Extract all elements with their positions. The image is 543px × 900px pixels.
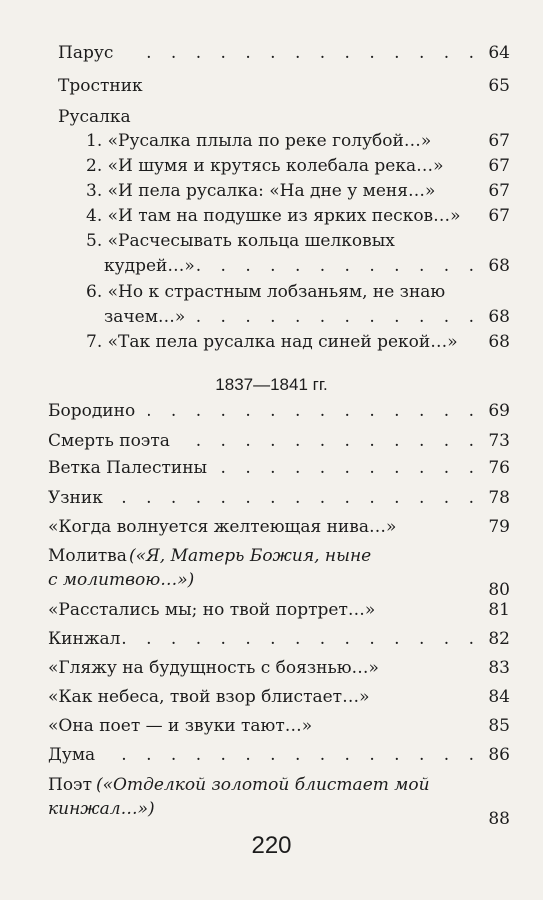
leader-dots [134,40,481,66]
page-ref: 85 [488,716,510,736]
toc-entry: зачем…» . . . 68 [0,304,543,330]
toc-entry: 1. «Русалка плыла по реке голубой…» 67 [0,128,543,154]
page-ref: 68 [488,307,510,327]
page-ref: 78 [488,488,510,508]
page-ref: 67 [488,131,510,151]
toc-entry: 6. «Но к страстным лобзаньям, не знаю [86,282,446,302]
toc-entry: «Расстались мы; но твой портрет…» 81 [0,597,543,623]
page-ref: 82 [488,629,510,649]
toc-entry: Кинжал . . . 82 [0,626,543,652]
page-ref: 67 [488,181,510,201]
page-ref: 68 [488,256,510,276]
page-ref: 81 [488,600,510,620]
page-ref: 83 [488,658,510,678]
toc-entry: Дума . . . 86 [0,742,543,768]
section-heading: 1837—1841 гг. [215,375,328,394]
leader-dots [108,742,481,768]
page-ref: 80 [488,580,510,600]
toc-entry: Молитва («Я, Матерь Божия, ныне [48,546,372,566]
toc-entry: Тростник 65 [0,73,543,99]
toc-entry: Ветка Палестины . . . 76 [0,455,543,481]
leader-dots [122,626,481,652]
toc-entry: Русалка [58,107,131,127]
toc-entry: 5. «Расчесывать кольца шелковых [86,231,395,251]
page-ref: 76 [488,458,510,478]
toc-entry: с молитвою…») 80 [0,567,543,593]
toc-entry: Парус . . . 64 [0,40,543,66]
toc-entry: «Как небеса, твой взор блистает…» 84 [0,684,543,710]
page-ref: 65 [488,76,510,96]
leader-dots [190,253,481,279]
page-ref: 84 [488,687,510,707]
page-ref: 88 [488,809,510,829]
toc-entry: 2. «И шумя и крутясь колебала река…» 67 [0,153,543,179]
leader-dots [120,485,481,511]
page-ref: 73 [488,431,510,451]
page-ref: 86 [488,745,510,765]
leader-dots [148,398,481,424]
toc-entry: 3. «И пела русалка: «На дне у меня…» 67 [0,178,543,204]
toc-entry: Узник . . . 78 [0,485,543,511]
leader-dots [180,304,481,330]
leader-dots [192,428,481,454]
toc-entry: Бородино . . . 69 [0,398,543,424]
toc-entry: «Гляжу на будущность с боязнью…» 83 [0,655,543,681]
page-ref: 67 [488,156,510,176]
toc-entry: Поэт («Отделкой золотой блистает мой [48,775,430,795]
page-ref: 69 [488,401,510,421]
toc-entry: кинжал…») 88 [0,796,543,822]
toc-entry: «Она поет — и звуки тают…» 85 [0,713,543,739]
toc-entry: «Когда волнуется желтеющая нива…» 79 [0,514,543,540]
page-ref: 79 [488,517,510,537]
toc-entry: 4. «И там на подушке из ярких песков…» 67 [0,203,543,229]
toc-entry: Смерть поэта . . . 73 [0,428,543,454]
toc-entry: 7. «Так пела русалка над синей рекой…» 68 [0,329,543,355]
page-ref: 68 [488,332,510,352]
page-ref: 64 [488,43,510,63]
toc-entry: кудрей…» . . . 68 [0,253,543,279]
page-ref: 67 [488,206,510,226]
leader-dots [222,455,481,481]
page-number: 220 [251,832,292,859]
